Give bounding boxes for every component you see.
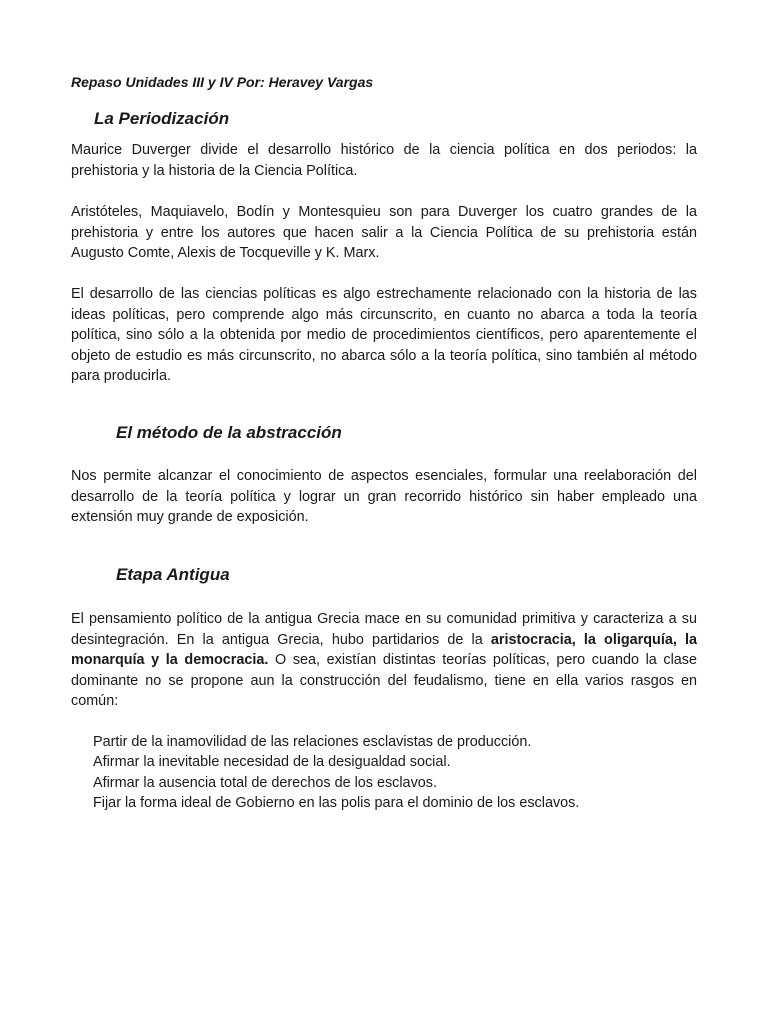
list-item: Fijar la forma ideal de Gobierno en las polis para el dominio de los esclavos. xyxy=(93,795,580,812)
paragraph: Aristóteles, Maquiavelo, Bodín y Montesquieu son para Duverger los cuatro grandes de la prehistoria y entre los autores que hacen salir a la Ciencia Política de su prehistoria están Augusto Comte, Alexis de Tocqueville y K. Marx. xyxy=(71,204,697,262)
section-heading-etapa-antigua: Etapa Antigua xyxy=(116,565,230,584)
list-item: Afirmar la inevitable necesidad de la desigualdad social. xyxy=(93,754,451,771)
section-heading-periodizacion: La Periodización xyxy=(94,109,230,128)
paragraph-bold-text: aristocracia, la oligarquía, la monarquía y la democracia. xyxy=(71,631,697,669)
paragraph: El desarrollo de las ciencias políticas es algo estrechamente relacionado con la historia de las ideas políticas, pero comprende algo más circunscrito, en cuanto no abarca a toda la teoría política, sino sólo a la obtenida por medio de procedimientos científicos, pero aparentemente el objeto de estudio es más circunscrito, no abarca sólo a la teoría política, sino también al método para producirla. xyxy=(71,286,697,385)
section-heading-abstraccion: El método de la abstracción xyxy=(116,423,342,442)
list-item: Afirmar la ausencia total de derechos de los esclavos. xyxy=(93,774,437,791)
document-title: Repaso Unidades III y IV Por: Heravey Vargas xyxy=(71,74,374,90)
list-item: Partir de la inamovilidad de las relaciones esclavistas de producción. xyxy=(93,734,532,750)
rasgos-list xyxy=(93,732,579,814)
paragraph: Nos permite alcanzar el conocimiento de aspectos esenciales, formular una reelaboración del desarrollo de la teoría política y lograr un gran recorrido histórico sin haber empleado una extensión muy grande de exposición. xyxy=(71,468,697,526)
document-body xyxy=(71,72,697,812)
paragraph-etapa-antigua xyxy=(71,609,697,712)
paragraph-text: El pensamiento político de la antigua Grecia mace en su comunidad primitiva y caracteriza a su desintegración. En la antigua Grecia, hubo partidarios de la xyxy=(71,611,697,648)
paragraph: Maurice Duverger divide el desarrollo histórico de la ciencia política en dos periodos: la prehistoria y la historia de la Ciencia Política. xyxy=(71,142,697,179)
paragraph-text: O sea, existían distintas teorías políticas, pero cuando la clase dominante no se propone aun la construcción del feudalismo, tiene en ella varios rasgos en común: xyxy=(71,652,697,710)
